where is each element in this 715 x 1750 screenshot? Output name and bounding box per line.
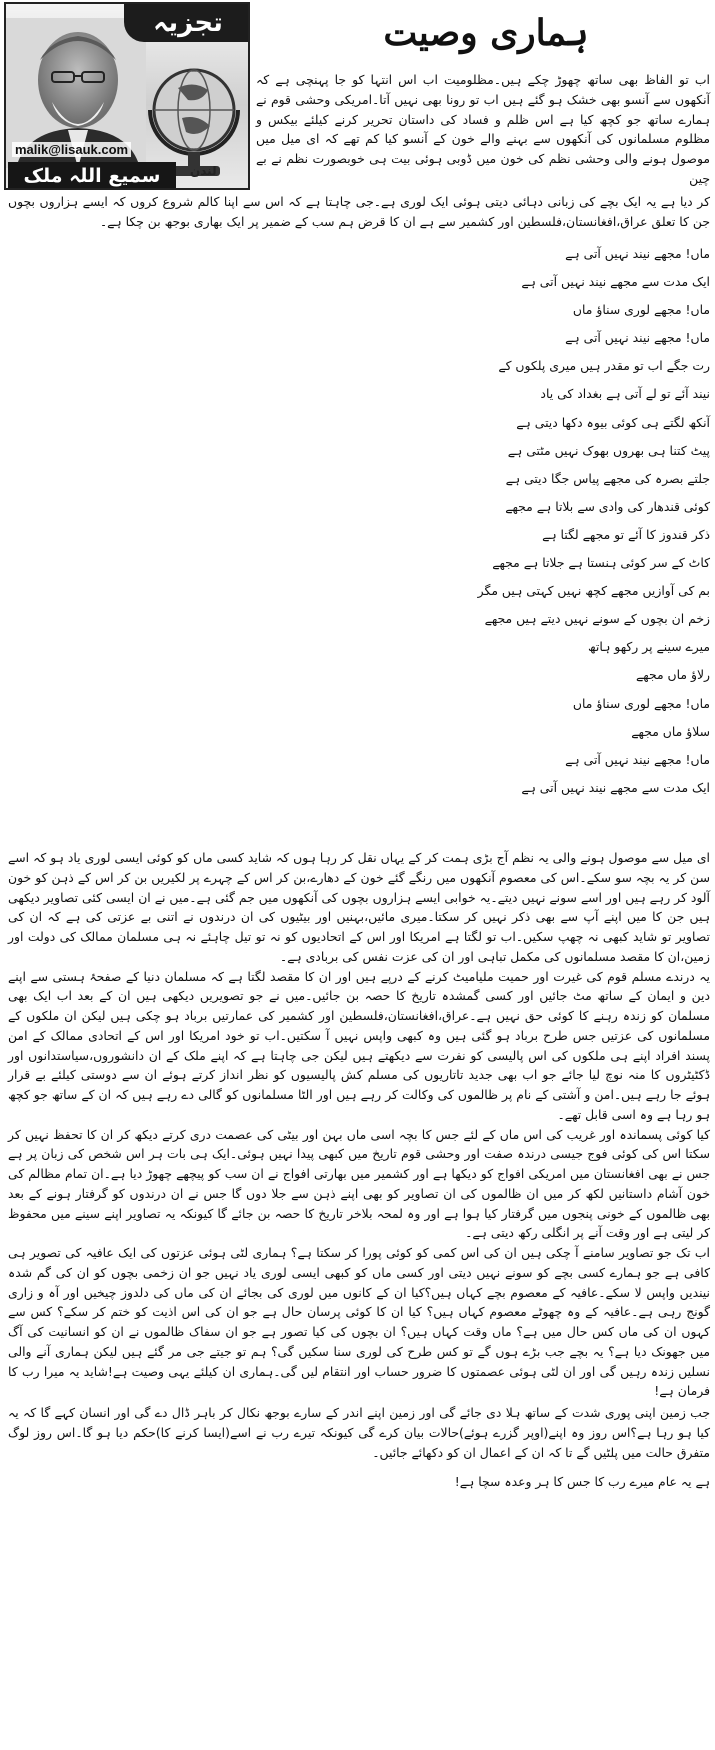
- poem-line: ماں! مجھے نیند نہیں آتی ہے: [565, 246, 710, 261]
- poem-line: کوئی قندھار کی وادی سے بلاتا ہے مجھے: [505, 498, 710, 514]
- poem-line: بم کی آوازیں مجھے کچھ نہیں کہتی ہیں مگر: [477, 583, 710, 599]
- poem-line: ماں! مجھے نیند نہیں آتی ہے: [565, 751, 710, 767]
- poem-line: ایک مدت سے مجھے نیند نہیں آتی ہے: [521, 779, 710, 795]
- poem-line: ایک مدت سے مجھے نیند نہیں آتی ہے: [521, 274, 710, 290]
- poem-line: زخم ان بچوں کے سونے نہیں دیتے ہیں مجھے: [484, 611, 710, 627]
- poem-line: سلاؤ ماں مجھے: [631, 723, 710, 739]
- poem-line: رلاؤ ماں مجھے: [635, 667, 710, 683]
- poem-line: جلتے بصرہ کی مجھے پیاس جگا دیتی ہے: [505, 470, 710, 486]
- poem-line: میرے سینے پر رکھو ہاتھ: [588, 639, 710, 655]
- author-byline-box: [4, 2, 250, 190]
- body-paragraph: یہ درندے مسلم قوم کی غیرت اور حمیت ملیامیٹ کرنے کے درپے ہیں اور ان کا مقصد لگتا ہے کہ مسلمان دنیا کے صفحۂ ہستی سے اپنے دین و ایمان کے ساتھ مٹ جائیں اور کسی گمشدہ تاریخ کا حصہ بن جائیں۔میں نے جو تصویریں دیکھی ہیں ان کے بعد اب ایک بھی مسلمان کو زندہ رہنے کا کوئی حق نہیں ہے۔عراق،افغانستان،فلسطین اور کشمیر کی عمارتیں برباد ہو چکی ہیں لیکن ان ملکوں کے مسلمانوں کی عزتیں جس طرح برباد ہو گئی ہیں وہ کبھی واپس نہیں آ سکتیں۔اب تو خود امریکا اور اس کے اتحادی ممالک کے امن پسند افراد اپنے ہی ملکوں کی اس پالیسی کو نفرت سے دیکھتے ہیں لیکن جی چاہتا ہے کہ اپنے ملک کے ان دانشوروں،سیاستدانوں اور ڈکٹیٹروں کا منہ نوچ لیا جائے جو اب بھی جدید تاتاریوں کی مسلم کش پالیسیوں کو نظر انداز کرتے ہوئے ان سے دوستی کیلئے بے قرار ہوئے جا رہے ہیں۔امن و آشتی کے نام پر ظالموں کی وکالت کر رہے ہیں اور الٹا مسلمانوں کو گالی دے رہے ہیں کہ ان کے ساتھ جو کچھ ہو رہا ہے وہ اسی قابل تھے۔: [8, 968, 710, 1122]
- poem-line: پیٹ کتنا ہی بھروں بھوک نہیں مٹتی ہے: [507, 442, 710, 458]
- article-intro: اب تو الفاظ بھی ساتھ چھوڑ چکے ہیں۔مظلومیت اب اس انتہا کو جا پہنچی ہے کہ آنکھوں سے آنسو بھی خشک ہو گئے ہیں اب تو رونا بھی نہیں آتا۔امریکی وحشی قوم نے ہمارے ساتھ جو کچھ کیا ہے اس ظلم و فساد کی داستان تحریر کرنے کیلئے بیکس و مظلوم مسلمانوں کی آنکھوں سے بہنے والے خون کے آنسو کیا کم تھے کہ ای میل میں موصول ہونے والی وحشی نظم کی خون میں ڈوبی ہوئی بیت ہی خوبصورت نظم نے بے چین: [256, 72, 710, 186]
- poem-line: ماں! مجھے نیند نہیں آتی ہے: [565, 330, 710, 346]
- body-paragraph: ای میل سے موصول ہونے والی یہ نظم آج بڑی ہمت کر کے یہاں نقل کر رہا ہوں کہ شاید کسی ماں کو کوئی ایسی لوری یاد ہو کہ اسے سن کر یہ بچہ سو سکے۔اس کی معصوم آنکھوں میں رنگے گئے خون کے دھارے،بن کر اس کے چہرے پر لکیریں بن کر اس کے ذہن کو خون آلود کر رہے ہیں اور اسے سونے نہیں دیتے۔یہ خوابی ایسے ہزاروں بچوں کی آنکھوں میں جم گئی ہے۔میں نے ان ایسی کئی تصاویر دیکھی ہیں جن کا میں اپنے آپ سے بھی ذکر نہیں کر سکتا۔میری مائیں،بہنیں اور بیٹیوں کی ان درندوں نے اتنی بے عزتی کی ہے کہ ان کی تصاویر تو شاید کبھی نہ چھپ سکیں۔اب تو لگتا ہے امریکا اور اس کے اتحادیوں کو نہ تو تیل چاہئے نہ ہی مسلمان ممالک کی دولت اور زمین،ان کا مقصد مسلمانوں کی مکمل تباہی اور ان کی عزت نفس کی بربادی ہے۔: [8, 850, 710, 964]
- author-email[interactable]: malik@lisauk.com: [12, 142, 131, 157]
- poem-line: کاٹ کے سر کوئی ہنستا ہے جلاتا ہے مجھے: [492, 555, 710, 571]
- poem-line: نیند آئے تو لے آتی ہے بغداد کی یاد: [540, 386, 710, 402]
- poem-line: ذکر قندوز کا آئے تو مجھے لگتا ہے: [542, 526, 710, 542]
- article-body: [8, 848, 710, 1492]
- poem-line: ماں! مجھے لوری سناؤ ماں: [572, 695, 710, 711]
- closing-line: ہے یہ عام میرے رب کا جس کا ہر وعدہ سچا ہے!: [454, 1474, 710, 1490]
- logo-text: لندن: [190, 164, 217, 178]
- poem-line: رت جگے اب تو مقدر ہیں میری پلکوں کے: [498, 358, 710, 374]
- body-paragraph: اب تک جو تصاویر سامنے آ چکی ہیں ان کی اس کمی کو کوئی پورا کر سکتا ہے؟ ہماری لٹی ہوئی عزتوں کی ایک عافیہ کی تصویر ہی کافی ہے جو ہمارے کسی بچے کو سونے نہیں دیتی اور کسی ماں کو کبھی ایسی لوری یاد نہیں جو ان زخمی بچوں کو ان کی گم شدہ نیندیں واپس لا سکے۔عافیہ کے معصوم بچے کہاں ہیں؟کیا ان کے کانوں میں لوری کی بجائے ان کی ماں کی دلدوز چیخیں اور آہ و زاری گونج رہی ہے۔عافیہ کے وہ چھوٹے معصوم کہاں ہیں؟ کیا ان کا کوئی پرسان حال ہے جو ان کی اس اذیت کو ختم کر سکے؟ کس سے کہوں ان کی ماں کس حال میں ہے؟ ماں وقت کہاں ہیں؟ ان بچوں کی کیا تصور ہے جو ان سفاک ظالموں نے ان کو انسانیت کی آگ میں جھونک دیا ہے؟ یہ بچے جب بڑے ہوں گے تو کس طرح کی لوری سنا سکیں گی؟ ہم تو جیتے جی مر گئے ہیں لیکن ہماری آنے والی نسلیں زندہ رہیں گی اور ان لٹی ہوئی عصمتوں کا ضرور حساب اور انتقام لیں گی۔ہماری ان کیلئے یہی وصیت ہے!شاید یہ میرا رب کا فرمان ہے!: [8, 1245, 710, 1399]
- quote-paragraph: جب زمین اپنی پوری شدت کے ساتھ ہلا دی جائے گی اور زمین اپنے اندر کے سارے بوجھ نکال کر باہر ڈال دے گی اور انسان کہے گا کہ یہ کیا ہو رہا ہے؟اس روز وہ اپنے(اوپر گزرے ہوئے)حالات بیان کرے گی کیونکہ تیرے رب نے اسے(ایسا کرنے کا)حکم دیا ہو گا۔اس روز لوگ متفرق حالت میں پلٹیں گے تا کہ ان کے اعمال ان کو دکھائے جائیں۔: [8, 1405, 710, 1460]
- poem-block: [300, 240, 710, 802]
- poem-line: آنکھ لگتے ہی کوئی بیوہ دکھا دیتی ہے: [516, 414, 710, 430]
- column-kicker: تجزیہ: [124, 4, 250, 42]
- author-name: سمیع اللہ ملک: [8, 162, 176, 190]
- body-paragraph: کیا کوئی پسماندہ اور غریب کی اس ماں کے لئے جس کا بچہ اسی ماں بہن اور بیٹی کی عصمت دری کرتے دیکھ کر ان کا تحفظ نہیں کر سکتا اس کی کوئی فوج جیسی درندہ صفت اور وحشی قوم تاریخ میں کبھی پیدا نہیں ہوئی۔ایک ہی بات ہر اس شخص کی زبان پر ہے جس نے بھی افغانستان میں امریکی افواج کو دیکھا ہے اور کشمیر میں بھارتی افواج نے ان سب کو پیچھے چھوڑ دیا ہے۔ان تمام مظالم کی خون آشام داستانیں لکھ کر میں ان ظالموں کی ان تصاویر کو بھی اپنے ذہن سے جلا دوں گا جس نے ان درندوں کو گرفتار ہونے کے بعد بھی ظالموں کے خونی پنجوں میں گرفتار کیا ہوا ہے اور وہ لمحہ بلاخر تاریخ کا حصہ بن جائے گا کیونکہ یہ تصاویر اپنے سینے میں محفوظ کر لیتی ہے اور وقت آنے پر انگلی رکھ دیتی ہے۔: [8, 1126, 710, 1241]
- poem-line: ماں! مجھے لوری سناؤ ماں: [572, 302, 710, 318]
- article-title: ہماری وصیت: [383, 12, 589, 54]
- article-intro-continued: کر دیا ہے یہ ایک بچے کی زبانی دہائی دیتی ہوئی ایک لوری ہے۔جی چاہتا ہے کہ اس سے اپنا کالم شروع کروں کہ ایسے ہزاروں بچوں جن کا تعلق عراق،افغانستان،فلسطین اور کشمیر سے ہے ان کا قرض ہم سب کے ضمیر پر ایک بھاری بوجھ بن چکا ہے۔: [8, 194, 710, 229]
